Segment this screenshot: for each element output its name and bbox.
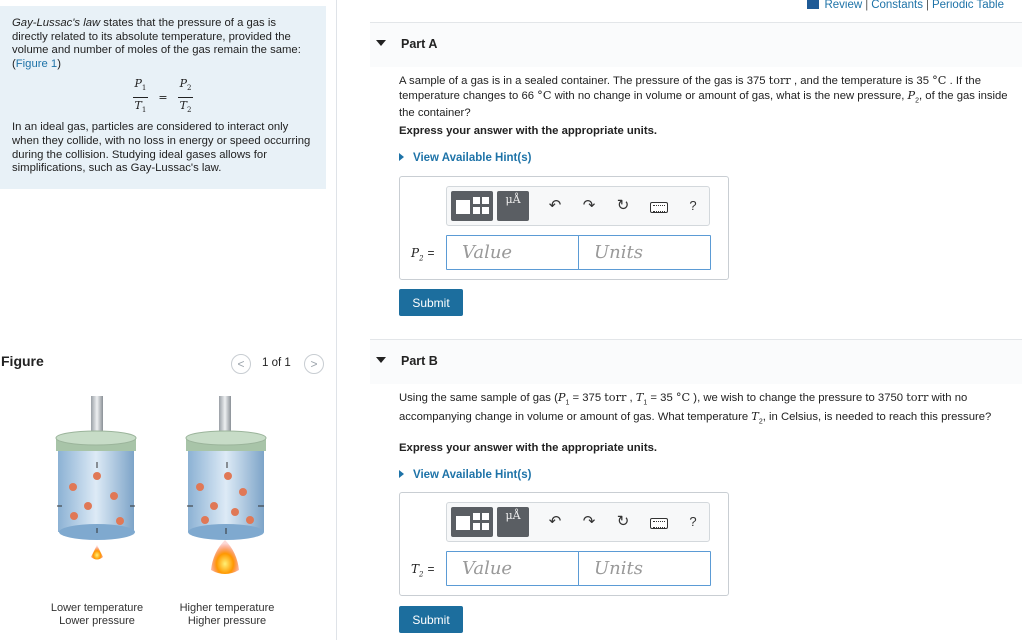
part-b-submit-button[interactable]: Submit <box>399 606 463 633</box>
part-a-hint-label: View Available Hint(s) <box>413 152 532 164</box>
chevron-left-icon: < <box>237 357 245 371</box>
reset-icon[interactable]: ↻ <box>616 513 630 530</box>
caption-low-pressure: Lower pressure <box>59 614 135 627</box>
part-a-header[interactable] <box>370 22 1022 67</box>
part-a-submit-button[interactable]: Submit <box>399 289 463 316</box>
caption-high-temp: Higher temperature <box>179 602 275 614</box>
part-b-units-input[interactable]: Units <box>578 551 711 586</box>
caption-high-pressure: Higher pressure <box>187 614 267 627</box>
help-icon[interactable]: ? <box>689 198 697 213</box>
figure-link[interactable]: Figure 1 <box>15 57 58 70</box>
sep-2: | <box>925 0 929 11</box>
gas-cylinders-figure <box>0 388 330 608</box>
part-a-units-input[interactable]: Units <box>578 235 711 270</box>
figure-pager: 1 of 1 <box>262 357 291 369</box>
fraction-p1-t1: $\frac{P_1}{T_1}$ <box>134 77 147 115</box>
undo-icon[interactable]: ↶ <box>548 197 562 214</box>
help-icon[interactable]: ? <box>689 514 697 529</box>
redo-icon[interactable]: ↷ <box>582 513 596 530</box>
close-paren: ) <box>57 57 61 70</box>
fraction-p2-t2: $\frac{P_2}{T_2}$ <box>179 77 192 115</box>
part-b-header[interactable] <box>370 339 1022 384</box>
part-a-label: Part A <box>401 37 438 51</box>
caret-right-icon <box>399 153 404 161</box>
part-a-value-input[interactable]: Value <box>446 235 579 270</box>
part-a-question: A sample of a gas is in a sealed container. The pressure of the gas is 375 torr , and the temperature is 35 °C . If the temperature changes to 66 °C with no change in volume or amount of gas, what is the new pressure, $P_2$, of the gas inside the container? <box>399 74 1008 120</box>
figure-header <box>0 352 326 374</box>
collapse-triangle-icon <box>376 40 386 46</box>
constants-link[interactable]: Constants <box>871 0 923 11</box>
intro-paragraph <box>12 17 314 71</box>
templates-icon[interactable] <box>451 191 493 221</box>
undo-icon[interactable]: ↶ <box>548 513 562 530</box>
caption-low-temp: Lower temperature <box>50 602 144 614</box>
cylinder-low-temp <box>56 396 136 560</box>
units-symbol-button[interactable]: μÅ <box>497 191 529 221</box>
caret-right-icon <box>399 470 404 478</box>
right-panel <box>338 0 1024 640</box>
caption-low <box>43 602 151 627</box>
cylinder-high-temp <box>186 396 266 574</box>
caption-high <box>172 602 282 627</box>
part-b-variable: $T_2$ = <box>411 562 435 579</box>
part-b-answer-box <box>399 492 729 596</box>
review-link[interactable]: Review <box>824 0 863 11</box>
units-symbol-button[interactable]: μÅ <box>497 507 529 537</box>
part-b-hint-label: View Available Hint(s) <box>413 469 532 481</box>
chevron-right-icon: > <box>310 357 318 371</box>
book-icon <box>807 0 819 9</box>
top-links <box>807 0 1004 11</box>
law-text: states that the pressure of a gas is directly related to its absolute temperature, provided the volume and number of moles of the gas remain the same: ( <box>12 17 301 70</box>
law-name: Gay-Lussac's law <box>12 17 101 29</box>
part-b-toolbar <box>446 502 710 542</box>
part-a-toolbar <box>446 186 710 226</box>
ideal-gas-paragraph: In an ideal gas, particles are considered to interact only when they collide, with no loss in energy or speed occurring during the collision. Studying ideal gases allows for simplifications, such as Gay-Lussac's law. <box>12 121 311 175</box>
part-a-express: Express your answer with the appropriate units. <box>399 125 658 137</box>
left-panel <box>0 0 337 640</box>
gay-lussac-formula <box>12 77 314 117</box>
keyboard-icon[interactable] <box>650 202 668 213</box>
keyboard-icon[interactable] <box>650 518 668 529</box>
reset-icon[interactable]: ↻ <box>616 197 630 214</box>
part-b-label: Part B <box>401 354 438 368</box>
collapse-triangle-icon <box>376 357 386 363</box>
formula-equals: = <box>158 90 168 104</box>
part-b-value-input[interactable]: Value <box>446 551 579 586</box>
figure-title: Figure <box>1 353 44 369</box>
prev-figure-button[interactable] <box>231 354 251 374</box>
intro-panel <box>0 6 326 189</box>
part-b-express: Express your answer with the appropriate units. <box>399 442 658 454</box>
templates-icon[interactable] <box>451 507 493 537</box>
part-b-question: Using the same sample of gas ($P_1 = 375$ torr , $T_1 = 35$ °C ), we wish to change the pressure to 3750 torr with no accompanying change in volume or amount of gas. What temperature $T_2$, in Celsius, is needed to reach this pressure? <box>399 391 992 426</box>
next-figure-button[interactable] <box>304 354 324 374</box>
part-b-hint-toggle[interactable] <box>399 469 531 481</box>
part-a-variable: $P_2$ = <box>411 246 435 263</box>
periodic-table-link[interactable]: Periodic Table <box>931 0 1004 11</box>
sep-1: | <box>865 0 869 11</box>
part-a-hint-toggle[interactable] <box>399 152 531 164</box>
redo-icon[interactable]: ↷ <box>582 197 596 214</box>
part-a-answer-box <box>399 176 729 280</box>
